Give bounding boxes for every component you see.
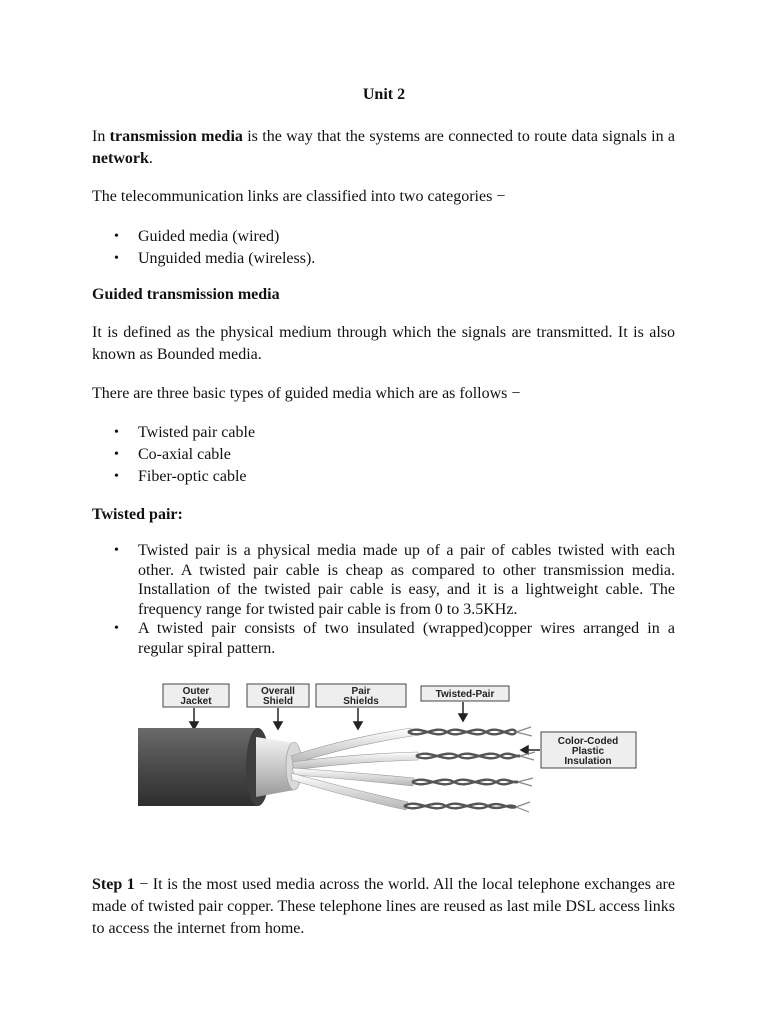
list-item: • Unguided media (wireless). [92,248,675,270]
svg-text:Insulation: Insulation [564,756,612,767]
wire-ends [516,727,535,812]
intro-text-1: In [92,128,110,145]
svg-text:Plastic: Plastic [571,746,605,757]
intro-text-3: . [148,150,153,167]
twisted-pair-heading: Twisted pair: [92,506,183,523]
svg-text:Twisted-Pair: Twisted-Pair [435,689,495,700]
svg-text:Shields: Shields [343,696,379,707]
step-1-text: − It is the most used media across the world. All the local telephone exchanges are made of twisted pair copper. These telephone lines are reused as last mile DSL access links to access the internet from home. [92,876,675,937]
categories-intro: The telecommunication links are classified into two categories − [92,188,506,205]
outer-jacket-label [163,684,229,707]
guided-types-intro: There are three basic types of guided media which are as follows − [92,385,521,402]
pair-shields-label [316,684,406,707]
intro-text-2: is the way that the systems are connected to route data signals in a [242,128,675,145]
svg-text:Pair: Pair [351,686,371,697]
guided-types-list [92,422,675,488]
intro-bold-transmission: transmission media [109,128,243,145]
twisted-pair-label [421,686,509,701]
overall-shield-label [247,684,309,707]
svg-text:Color-Coded: Color-Coded [557,736,619,747]
svg-text:Overall: Overall [261,686,295,697]
cable-outer-jacket [138,728,270,806]
svg-text:Jacket: Jacket [180,696,212,707]
intro-bold-network: network [92,150,149,167]
step-1-paragraph [92,874,675,940]
guided-heading: Guided transmission media [92,286,280,303]
cable-pair-shields [291,728,418,810]
svg-text:Shield: Shield [262,696,294,707]
categories-list [92,226,675,270]
list-item: • Twisted pair cable [92,422,675,444]
twisted-wire-pairs [404,730,520,809]
color-coded-insulation-label [541,732,636,768]
svg-text:Outer: Outer [182,686,210,697]
twisted-pair-cable-diagram [136,680,641,850]
list-item: • Twisted pair is a physical media made up of a pair of cables twisted with each other. A twisted pair cable is cheap as compared to other transmission media. Installation of the twisted pair cable is easy, and it is a lightweight cable. The frequency range for twisted pair cable is from 0 to 3.5KHz. [92,541,675,619]
page-title: Unit 2 [362,86,406,103]
intro-paragraph [92,126,675,170]
guided-definition: It is defined as the physical medium through which the signals are transmitted. It is also known as Bounded media. [92,324,675,363]
list-item: • Fiber-optic cable [92,466,675,488]
step-1-label: Step 1 [92,876,135,893]
cable-illustration [136,680,641,850]
twisted-pair-list [92,541,675,658]
list-item: • Guided media (wired) [92,226,675,248]
list-item: • Co-axial cable [92,444,675,466]
list-item: • A twisted pair consists of two insulated (wrapped)copper wires arranged in a regular spiral pattern. [92,619,675,658]
